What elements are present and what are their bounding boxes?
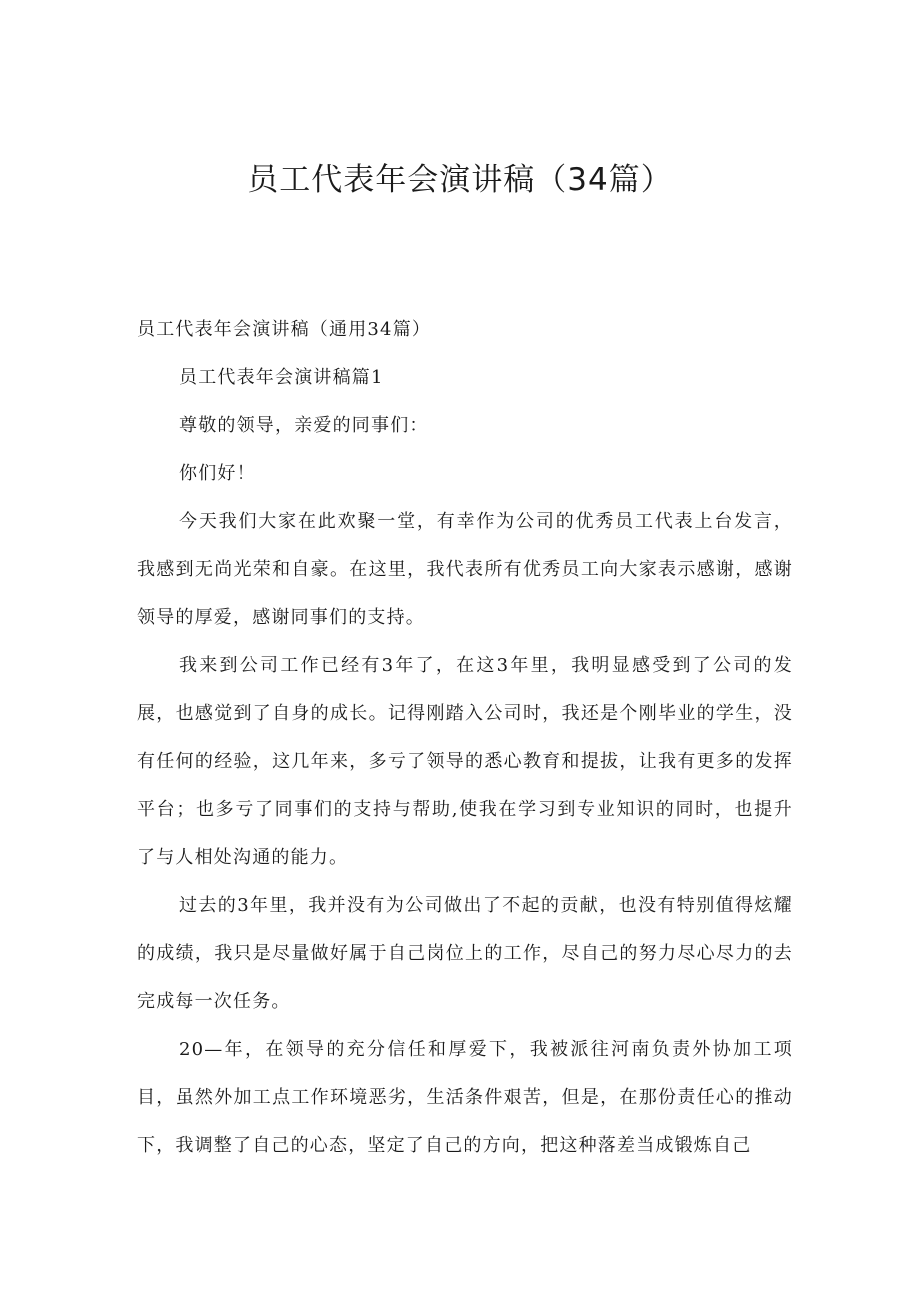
paragraph-greeting: 你们好！ [179,463,256,484]
paragraph: 我来到公司工作已经有3年了，在这3年里，我明显感受到了公司的发展，也感觉到了自身的成长。记得刚踏入公司时，我还是个刚毕业的学生，没有任何的经验，这几年来，多亏了领导的悉心教育和提拔，让我有更多的发挥平台；也多亏了同事们的支持与帮助,使我在学习到专业知识的同时，也提升了与人相处沟通的能力。 [137,655,793,868]
paragraph-salutation: 尊敬的领导，亲爱的同事们： [179,415,429,436]
paragraph: 过去的3年里，我并没有为公司做出了不起的贡献，也没有特别值得炫耀的成绩，我只是尽量做好属于自己岗位上的工作，尽自己的努力尽心尽力的去完成每一次任务。 [137,895,793,1012]
paragraph-section-heading: 员工代表年会演讲稿篇1 [179,367,384,388]
paragraph: 今天我们大家在此欢聚一堂，有幸作为公司的优秀员工代表上台发言，我感到无尚光荣和自豪。在这里，我代表所有优秀员工向大家表示感谢，感谢领导的厚爱，感谢同事们的支持。 [137,511,793,628]
paragraph-subtitle: 员工代表年会演讲稿（通用34篇） [137,319,432,340]
document-title: 员工代表年会演讲稿（34篇） [247,162,673,198]
paragraph: 20—年，在领导的充分信任和厚爱下，我被派往河南负责外协加工项目，虽然外加工点工作环境恶劣，生活条件艰苦，但是，在那份责任心的推动下，我调整了自己的心态，坚定了自己的方向，把这种落差当成锻炼自己 [137,1039,793,1156]
document-body [137,306,793,1170]
